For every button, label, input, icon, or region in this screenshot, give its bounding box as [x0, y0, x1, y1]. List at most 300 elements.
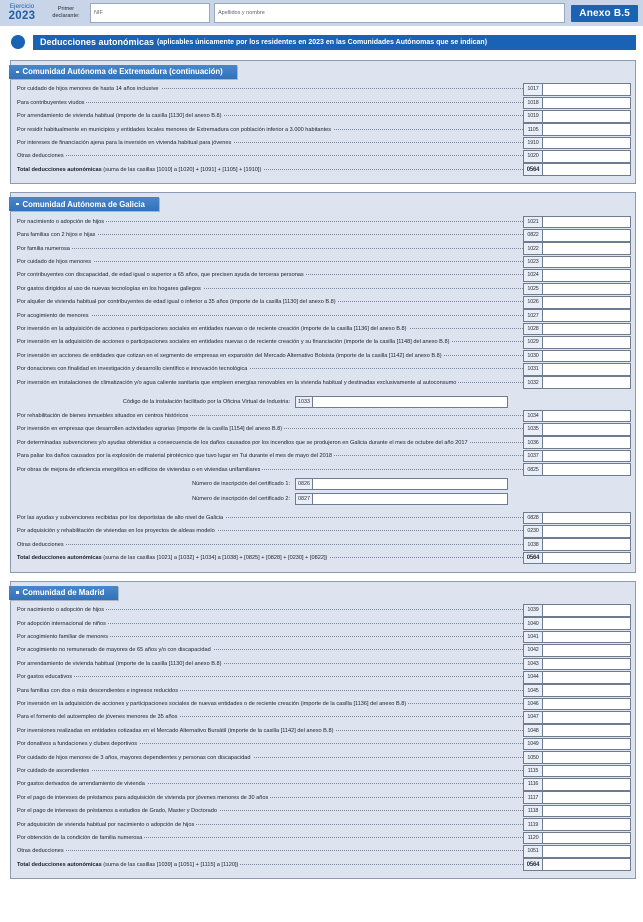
row-caption [17, 272, 523, 278]
box-code: 1118 [523, 805, 543, 818]
amount-input[interactable] [543, 738, 631, 751]
amount-input[interactable] [543, 818, 631, 831]
row-caption [17, 127, 523, 133]
bullet-circle-icon [11, 35, 25, 49]
section-madrid [10, 581, 636, 880]
amount-input[interactable] [543, 463, 631, 476]
sections-container [0, 60, 643, 879]
row-caption [17, 440, 523, 446]
box-code: 1033 [295, 396, 313, 408]
table-row [17, 163, 631, 176]
row-caption [17, 714, 523, 720]
row-caption-text: Por intereses de financiación ajena para la inversión en vivienda habitual para jóvenes [17, 140, 232, 146]
row-caption-text: (suma de las casillas [1010] a [1020] + [1091] + [1105] + [1910]) [101, 166, 262, 173]
amount-input[interactable] [543, 538, 631, 551]
row-caption-text: Por obtención de la condición de familia numerosa [17, 834, 143, 841]
table-row [17, 436, 631, 449]
table-row [17, 349, 631, 362]
box-code: 1028 [523, 323, 543, 336]
box-code: 0826 [295, 478, 313, 490]
row-caption [17, 339, 523, 345]
leader-dots [17, 102, 523, 103]
box-code: 0825 [523, 463, 543, 476]
amount-input[interactable] [543, 363, 631, 376]
row-caption [17, 167, 523, 173]
amount-input[interactable] [543, 323, 631, 336]
box-code: 1022 [523, 242, 543, 255]
row-caption-text: Por inversión en la adquisición de acciones y participaciones sociales de nuevas entidades o de reciente creación (importe de la casilla [1136] del anexo B.8) [17, 701, 407, 707]
amount-input[interactable] [543, 644, 631, 657]
row-caption [17, 781, 523, 787]
row-caption-text: Por familia numerosa [17, 245, 70, 252]
row-caption-bold: Total deducciones autonómicas [17, 861, 102, 868]
row-caption [17, 286, 523, 292]
table-row [17, 83, 631, 96]
row-caption [17, 413, 523, 419]
row-caption [17, 621, 523, 627]
box-code: 1049 [523, 738, 543, 751]
table-row [17, 110, 631, 123]
row-caption-text: Por acogimiento familiar de menores [17, 634, 109, 641]
row-caption-text: Para contribuyentes viudos [17, 99, 85, 106]
row-caption-text: Por determinadas subvenciones y/o ayudas obtenidas a consecuencia de los daños causados por los incendios que se produjeron en Galicia durante el mes de octubre del año 2017 [17, 439, 468, 446]
section-rows [11, 212, 635, 565]
box-code: 0822 [523, 229, 543, 242]
table-row [17, 644, 631, 657]
row-caption-text: (suma de las casillas [1021] a [1032] + [1034] a [1038] + [0825] + [0828] + [0230] + [0822]) [101, 555, 328, 562]
square-bullet-icon [16, 71, 19, 74]
box-code: 1021 [523, 216, 543, 229]
row-caption-text: Por obras de mejora de eficiencia energética en edificios de viviendas o en viviendas unifamiliares [17, 466, 261, 473]
row-caption-text: Para paliar los daños causados por la explosión de material pirotécnico que tuvo lugar en Tui durante el mes de mayo del 2018 [17, 453, 332, 460]
nif-field[interactable] [90, 3, 210, 23]
row-caption-text: Por inversión en instalaciones de climatización y/o agua caliente sanitaria que empleen energías renovables en la vivienda habitual y destinadas exclusivamente al autoconsumo [17, 379, 457, 386]
amount-input[interactable] [543, 336, 631, 349]
row-caption [17, 674, 523, 680]
box-code: 1027 [523, 309, 543, 322]
amount-input[interactable] [543, 671, 631, 684]
row-caption-text: Por rehabilitación de bienes inmuebles situados en centros históricos [17, 413, 189, 419]
box-code: 1041 [523, 631, 543, 644]
table-row [17, 617, 631, 630]
row-caption-text: Por contribuyentes con discapacidad, de edad igual o superior a 65 años, que precisen ayuda de terceras personas [17, 272, 304, 279]
row-caption-text: Por cuidado de hijos menores [17, 259, 92, 266]
section-galicia [10, 192, 636, 572]
row-caption [17, 86, 523, 92]
amount-input[interactable] [543, 350, 631, 363]
box-code: 1019 [523, 110, 543, 123]
amount-input[interactable] [543, 658, 631, 671]
amount-input[interactable] [543, 97, 631, 110]
row-caption [17, 795, 523, 801]
table-row [17, 724, 631, 737]
table-row [17, 136, 631, 149]
row-caption [17, 862, 523, 868]
amount-input[interactable] [543, 123, 631, 136]
row-caption-bold: Total deducciones autonómicas [17, 555, 102, 562]
section-rows [11, 80, 635, 177]
amount-input[interactable] [543, 376, 631, 389]
amount-input[interactable] [543, 791, 631, 804]
box-code: 1017 [523, 83, 543, 96]
box-code: 0564 [523, 163, 543, 176]
row-caption-text: Por gastos derivados de arrendamiento de vivienda [17, 781, 145, 788]
row-caption-text: Por acogimiento no remunerado de mayores de 65 años y/o con discapacidad [17, 647, 211, 654]
row-caption-text: Por inversión en la adquisición de acciones o participaciones sociales en entidades nuevas o de reciente creación (importe de la casilla [1136] del anexo B.8) [17, 326, 407, 333]
section-header-galicia [9, 197, 159, 211]
amount-input[interactable] [543, 436, 631, 449]
row-caption [17, 380, 523, 386]
row-caption-text: Por inversión en empresas que desarrollen actividades agrarias (importe de la casilla [1154] del anexo B.8) [17, 426, 283, 433]
box-code: 0564 [523, 552, 543, 565]
apellidos-nombre-placeholder: Apellidos y nombre [218, 10, 265, 16]
row-caption [17, 246, 523, 252]
amount-input[interactable] [543, 765, 631, 778]
box-code: 1051 [523, 845, 543, 858]
box-code: 0828 [523, 512, 543, 525]
table-row [17, 309, 631, 322]
row-caption [17, 113, 523, 119]
box-code: 0564 [523, 858, 543, 871]
row-caption [17, 688, 523, 694]
table-row [17, 711, 631, 724]
amount-input[interactable] [543, 269, 631, 282]
box-code: 1023 [523, 256, 543, 269]
row-caption-text: Por nacimiento o adopción de hijos [17, 218, 105, 225]
leader-dots [17, 248, 523, 249]
box-code: 1037 [523, 450, 543, 463]
box-code: 1120 [523, 832, 543, 845]
declarante-label [44, 0, 88, 26]
table-row [17, 296, 631, 309]
amount-input[interactable] [543, 450, 631, 463]
table-row [17, 511, 631, 524]
row-caption [17, 100, 523, 106]
table-row [17, 150, 631, 163]
leader-dots [17, 850, 523, 851]
amount-input[interactable] [543, 711, 631, 724]
section-header-madrid [9, 586, 118, 600]
table-row [17, 376, 631, 389]
row-caption-text: Por acogimiento de menores [17, 312, 89, 319]
row-caption-text: Por nacimiento o adopción de hijos [17, 607, 105, 614]
box-code: 1044 [523, 671, 543, 684]
amount-input[interactable] [543, 617, 631, 630]
text-input[interactable] [313, 478, 508, 490]
row-caption [17, 515, 523, 521]
row-caption [17, 366, 523, 372]
table-row [17, 96, 631, 109]
box-code: 1119 [523, 818, 543, 831]
row-caption-text: Por adquisición de vivienda habitual por nacimiento o adopción de hijos [17, 821, 195, 828]
amount-input[interactable] [543, 684, 631, 697]
nif-placeholder: NIF [94, 10, 103, 16]
text-input[interactable] [313, 396, 508, 408]
box-code: 1047 [523, 711, 543, 724]
box-code: 1034 [523, 410, 543, 423]
amount-input[interactable] [543, 525, 631, 538]
leader-dots [17, 676, 523, 677]
leader-dots [17, 544, 523, 545]
amount-input[interactable] [543, 83, 631, 96]
amount-input[interactable] [543, 751, 631, 764]
table-row [17, 255, 631, 268]
row-caption [17, 555, 523, 561]
table-row [17, 791, 631, 804]
row-caption-text: (suma de las casillas [1039] a [1051] + [1115] a [1120]) [101, 861, 239, 868]
box-code: 1029 [523, 336, 543, 349]
row-caption-text: Otras deducciones [17, 848, 64, 855]
table-row [17, 630, 631, 643]
amount-input[interactable] [543, 216, 631, 229]
amount-input[interactable] [543, 256, 631, 269]
table-row [17, 737, 631, 750]
table-row [17, 804, 631, 817]
inline-code-row [17, 491, 631, 506]
row-caption-bold: Total deducciones autonómicas [17, 166, 102, 173]
leader-dots [17, 155, 523, 156]
row-caption-text: Por cuidado de hijos menores de 3 años, mayores dependientes y personas con discapacidad [17, 754, 251, 761]
row-caption [17, 701, 523, 707]
row-caption [17, 426, 523, 432]
table-row [17, 229, 631, 242]
box-code: 1910 [523, 137, 543, 150]
box-code: 1040 [523, 617, 543, 630]
box-code: 1115 [523, 765, 543, 778]
section-title: Comunidad Autónoma de Galicia [22, 199, 145, 209]
section-title: Comunidad Autónoma de Extremadura (continuación) [22, 67, 223, 77]
amount-input[interactable] [543, 698, 631, 711]
row-caption-text: Por inversión en la adquisición de acciones o participaciones sociales en entidades nuevas o de reciente creación y su financiación (importe de la casilla [1148] del anexo B.8) [17, 339, 450, 346]
amount-input[interactable] [543, 296, 631, 309]
anexo-badge: Anexo B.5 [571, 5, 638, 22]
row-caption [17, 647, 523, 653]
section-extremadura [10, 60, 636, 184]
row-caption-text: Por arrendamiento de vivienda habitual (importe de la casilla [1130] del anexo B.8) [17, 660, 222, 667]
row-caption-text: Por adopción internacional de niños [17, 620, 106, 627]
amount-input[interactable] [543, 724, 631, 737]
amount-input[interactable] [543, 410, 631, 423]
row-caption [17, 259, 523, 265]
box-code: 1045 [523, 684, 543, 697]
row-caption-text: Por arrendamiento de vivienda habitual (importe de la casilla [1130] del anexo B.8) [17, 113, 222, 120]
amount-input[interactable] [543, 229, 631, 242]
table-row [17, 269, 631, 282]
leader-dots [17, 770, 523, 771]
table-row [17, 538, 631, 551]
form-header-strip [0, 0, 643, 26]
row-caption [17, 140, 523, 146]
row-caption [17, 232, 523, 238]
row-caption-text: Por las ayudas y subvenciones recibidas por los deportistas de alto nivel de Galicia [17, 514, 224, 521]
table-row [17, 363, 631, 376]
amount-input[interactable] [543, 163, 631, 176]
square-bullet-icon [16, 591, 19, 594]
apellidos-nombre-field[interactable] [214, 3, 565, 23]
amount-input[interactable] [543, 832, 631, 845]
row-caption-text: Para familias con 2 hijos e hijas [17, 232, 96, 239]
row-caption [17, 835, 523, 841]
row-caption [17, 326, 523, 332]
amount-input[interactable] [543, 778, 631, 791]
box-code: 1043 [523, 658, 543, 671]
row-caption [17, 728, 523, 734]
row-caption-text: Para el fomento del autoempleo de jóvenes menores de 35 años [17, 714, 178, 721]
table-row [17, 123, 631, 136]
table-row [17, 657, 631, 670]
amount-input[interactable] [543, 242, 631, 255]
row-caption-text: Otras deducciones [17, 541, 64, 548]
inline-code-label: Número de inscripción del certificado 1: [192, 480, 290, 487]
table-row [17, 604, 631, 617]
table-row [17, 845, 631, 858]
row-caption [17, 848, 523, 854]
amount-input[interactable] [543, 150, 631, 163]
table-row [17, 449, 631, 462]
box-code: 1024 [523, 269, 543, 282]
table-row [17, 858, 631, 871]
row-caption [17, 467, 523, 473]
row-caption-text: Por cuidado de hijos menores de hasta 14 años inclusive [17, 86, 159, 93]
table-row [17, 831, 631, 844]
row-caption [17, 153, 523, 159]
table-row [17, 423, 631, 436]
row-caption-text: Por gastos educativos [17, 674, 73, 681]
table-row [17, 778, 631, 791]
inline-code-label: Código de la instalación facilitado por la Oficina Virtual de Industria: [122, 398, 290, 405]
table-row [17, 751, 631, 764]
row-caption [17, 808, 523, 814]
table-row [17, 242, 631, 255]
row-caption-text: Por donativos a fundaciones y clubes deportivos [17, 741, 138, 748]
row-caption-text: Para familias con dos o más descendientes e ingresos reducidos [17, 687, 179, 694]
ejercicio-label: Ejercicio [9, 3, 35, 10]
row-caption [17, 313, 523, 319]
box-code: 1048 [523, 724, 543, 737]
row-caption [17, 755, 523, 761]
row-caption [17, 607, 523, 613]
row-caption [17, 542, 523, 548]
text-input[interactable] [313, 493, 508, 505]
amount-input[interactable] [543, 858, 631, 871]
box-code: 1026 [523, 296, 543, 309]
box-code: 1117 [523, 791, 543, 804]
box-code: 1042 [523, 644, 543, 657]
row-caption-text: Por inversión en acciones de entidades que cotizan en el segmento de empresas en expansión del Mercado Alternativo Bolsista (importe de la casilla [1142] del anexo B.8) [17, 352, 442, 359]
declarante-label-line1: Primer [57, 6, 75, 13]
row-caption-text: Por cuidado de ascendientes [17, 767, 90, 774]
ejercicio-year: 2023 [8, 9, 36, 22]
leader-dots [17, 315, 523, 316]
box-code: 1036 [523, 436, 543, 449]
box-code: 0827 [295, 493, 313, 505]
table-row [17, 336, 631, 349]
amount-input[interactable] [543, 512, 631, 525]
row-caption-text: Por el pago de intereses de préstamos para adquisición de vivienda por jóvenes menores de 30 años [17, 794, 269, 801]
box-code: 1035 [523, 423, 543, 436]
row-caption-text: Por residir habitualmente en municipios y entidades locales menores de Extremadura con población inferior a 3.000 habitantes [17, 126, 332, 133]
section-header-extremadura [9, 65, 237, 79]
row-caption [17, 768, 523, 774]
row-caption [17, 219, 523, 225]
section-rows [11, 601, 635, 872]
row-caption-text: Otras deducciones [17, 153, 64, 160]
table-row [17, 684, 631, 697]
page-title-sub: (aplicables únicamente por los residentes en 2023 en las Comunidades Autónomas que se indican) [157, 38, 488, 46]
row-caption [17, 661, 523, 667]
box-code: 1116 [523, 778, 543, 791]
row-caption-text: Por donaciones con finalidad en investigación y desarrollo científico e innovación tecnológica [17, 366, 248, 373]
row-caption-text: Por el pago de intereses de préstamos a estudios de Grado, Master y Doctorado [17, 808, 217, 815]
amount-input[interactable] [543, 110, 631, 123]
box-code: 0230 [523, 525, 543, 538]
row-caption-text: Por adquisición y rehabilitación de viviendas en los proyectos de aldeas modelo [17, 528, 215, 535]
amount-input[interactable] [543, 631, 631, 644]
box-code: 1038 [523, 538, 543, 551]
row-caption [17, 453, 523, 459]
table-row [17, 818, 631, 831]
row-caption [17, 822, 523, 828]
table-row [17, 322, 631, 335]
row-caption [17, 528, 523, 534]
box-code: 1046 [523, 698, 543, 711]
table-row [17, 671, 631, 684]
table-row [17, 697, 631, 710]
amount-input[interactable] [543, 423, 631, 436]
inline-code-label: Número de inscripción del certificado 2: [192, 495, 290, 502]
table-row [17, 551, 631, 564]
row-caption [17, 741, 523, 747]
row-caption [17, 634, 523, 640]
box-code: 1020 [523, 150, 543, 163]
section-title: Comunidad de Madrid [22, 588, 105, 598]
table-row [17, 764, 631, 777]
ejercicio-block [0, 0, 44, 26]
box-code: 1018 [523, 97, 543, 110]
table-row [17, 409, 631, 422]
square-bullet-icon [16, 203, 19, 206]
page-title-main: Deducciones autonómicas [40, 37, 155, 47]
row-caption-text: Por gastos dirigidos al uso de nuevas tecnologías en los hogares gallegos [17, 285, 201, 292]
box-code: 1039 [523, 604, 543, 617]
page-title-row [0, 32, 643, 52]
table-row [17, 215, 631, 228]
row-caption-text: Por inversiones realizadas en entidades cotizadas en el Mercado Alternativo Bursátil (importe de la casilla [1142] del anexo B.8) [17, 727, 334, 734]
amount-input[interactable] [543, 845, 631, 858]
inline-code-row [17, 394, 631, 409]
box-code: 1031 [523, 363, 543, 376]
table-row [17, 282, 631, 295]
box-code: 1032 [523, 376, 543, 389]
declarante-label-line2: declarante: [52, 13, 80, 19]
table-row [17, 525, 631, 538]
amount-input[interactable] [543, 137, 631, 150]
inline-code-row [17, 476, 631, 491]
row-caption [17, 299, 523, 305]
row-caption [17, 353, 523, 359]
amount-input[interactable] [543, 309, 631, 322]
table-row [17, 463, 631, 476]
box-code: 1050 [523, 751, 543, 764]
box-code: 1030 [523, 350, 543, 363]
amount-input[interactable] [543, 805, 631, 818]
box-code: 1105 [523, 123, 543, 136]
amount-input[interactable] [543, 283, 631, 296]
amount-input[interactable] [543, 604, 631, 617]
page-title [33, 35, 636, 50]
row-caption-text: Por alquiler de vivienda habitual por contribuyentes de edad igual o inferior a 35 años (importe de la casilla [1130] del anexo B.8) [17, 299, 336, 306]
amount-input[interactable] [543, 552, 631, 565]
